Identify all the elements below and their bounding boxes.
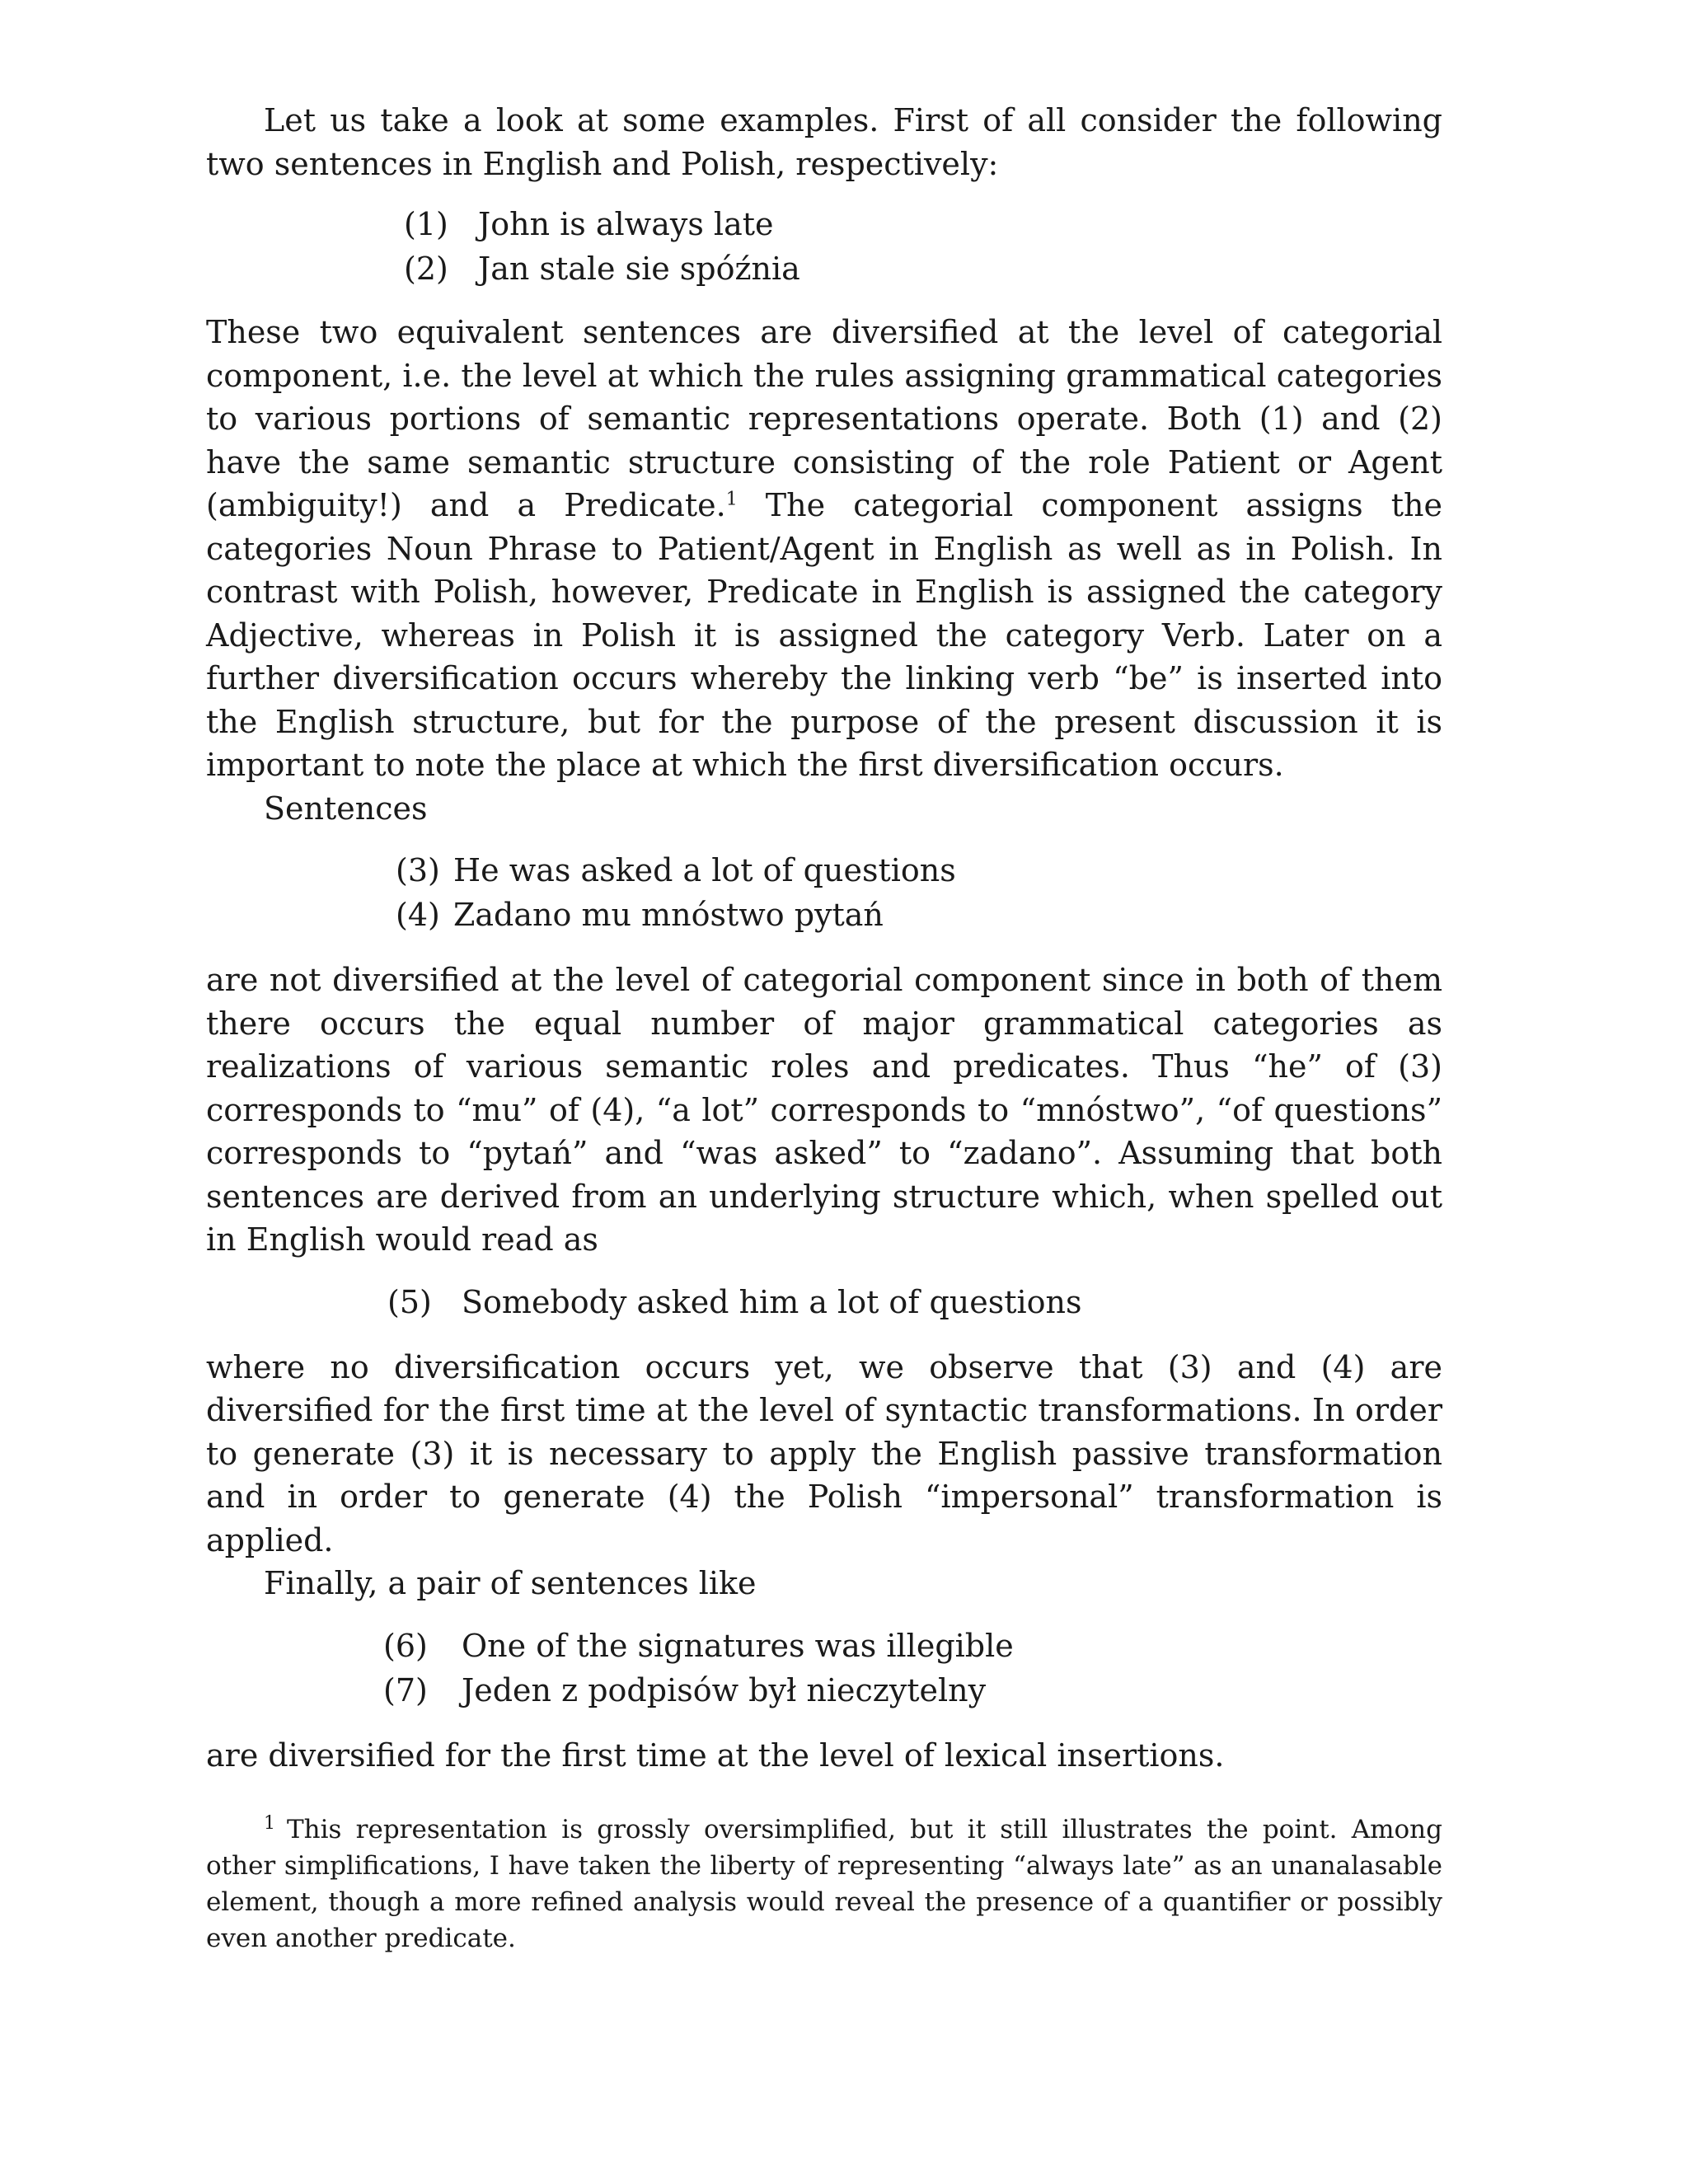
example-number: (2) [404, 251, 448, 287]
example-number: (4) [396, 897, 440, 933]
example-text: He was asked a lot of questions [453, 852, 956, 888]
footnote-text: This representation is grossly oversimplified, but it still illustrates the point. Among other simplifications, I have taken the liberty of representing “always late” as an unanalasable element, though a more refined analysis would reveal the presence of a quantifier or possibly even another predicate. [206, 1815, 1442, 1953]
paragraph-categorial [206, 311, 1442, 787]
paragraph-text: The categorial component assigns the categories Noun Phrase to Patient/Agent in English as well as in Polish. In contrast with Polish, however, Predicate in English is assigned the category Adjective, whereas in Polish it is assigned the category Verb. Later on a further diversification occurs whereby the linking verb “be” is inserted into the English structure, but for the purpose of the present discussion it is important to note the place at which the first diversification occurs. [206, 487, 1442, 783]
example-number: (3) [396, 852, 440, 888]
example-7 [383, 1668, 1442, 1713]
example-6 [383, 1624, 1442, 1668]
example-4 [396, 893, 1442, 937]
page-body [206, 99, 1442, 1982]
example-group-3-4 [396, 848, 1442, 937]
example-number: (7) [383, 1671, 428, 1708]
example-number: (1) [404, 206, 448, 242]
example-group-6-7 [383, 1624, 1442, 1713]
paragraph-syntactic: where no diversification occurs yet, we observe that (3) and (4) are diversified for the first time at the level of syntactic transformations. In order to generate (3) it is necessary to apply the English passive transformation and in order to generate (4) the Polish “impersonal” transformation is applied. [206, 1348, 1442, 1558]
paragraph-intro: Let us take a look at some examples. First of all consider the following two sentences in English and Polish, respectively: [206, 102, 1442, 182]
example-2 [404, 246, 1442, 291]
example-5 [387, 1280, 1442, 1324]
paragraph-lexical: are diversified for the first time at the level of lexical insertions. [206, 1736, 1225, 1774]
example-text: Jan stale sie spóźnia [478, 251, 800, 287]
footnote: 1 This representation is grossly oversimplified, but it still illustrates the point. Among other simplifications, I have taken the liberty of representing “always late” as an unanalasable element, though a more refined analysis would reveal the presence of a quantifier or possibly even another predicate. [206, 1812, 1442, 1953]
example-3 [396, 848, 1442, 893]
example-text: Zadano mu mnóstwo pytań [453, 897, 884, 933]
example-text: Somebody asked him a lot of questions [462, 1283, 1082, 1320]
example-number: (6) [383, 1627, 428, 1664]
paragraph-sentences-lead: Sentences [264, 790, 428, 827]
example-group-1-2 [404, 202, 1442, 291]
example-group-5 [387, 1280, 1442, 1324]
paragraph-finally: Finally, a pair of sentences like [264, 1565, 757, 1601]
example-text: John is always late [478, 206, 774, 242]
example-text: One of the signatures was illegible [462, 1627, 1014, 1664]
example-1 [404, 202, 1442, 246]
paragraph-text: These two equivalent sentences are diversified at the level of categorial component, i.e. the level at which the rules assigning grammatical categories to various portions of semantic representations operate. Both (1) and (2) have the same semantic structure consisting of the role Patient or Agent (ambiguity!) and a Predicate. [206, 314, 1442, 523]
paragraph-not-diversified: are not diversified at the level of categorial component since in both of them there occurs the equal number of major grammatical categories as realizations of various semantic roles and predicates. Thus “he” of (3) corresponds to “mu” of (4), “a lot” corresponds to “mnóstwo”, “of questions” corresponds to “pytań” and “was asked” to “zadano”. Assuming that both sentences are derived from an underlying structure which, when spelled out in English would read as [206, 962, 1442, 1258]
footnote-reference: 1 [725, 489, 738, 510]
example-text: Jeden z podpisów był nieczytelny [462, 1671, 987, 1708]
example-number: (5) [387, 1283, 432, 1320]
